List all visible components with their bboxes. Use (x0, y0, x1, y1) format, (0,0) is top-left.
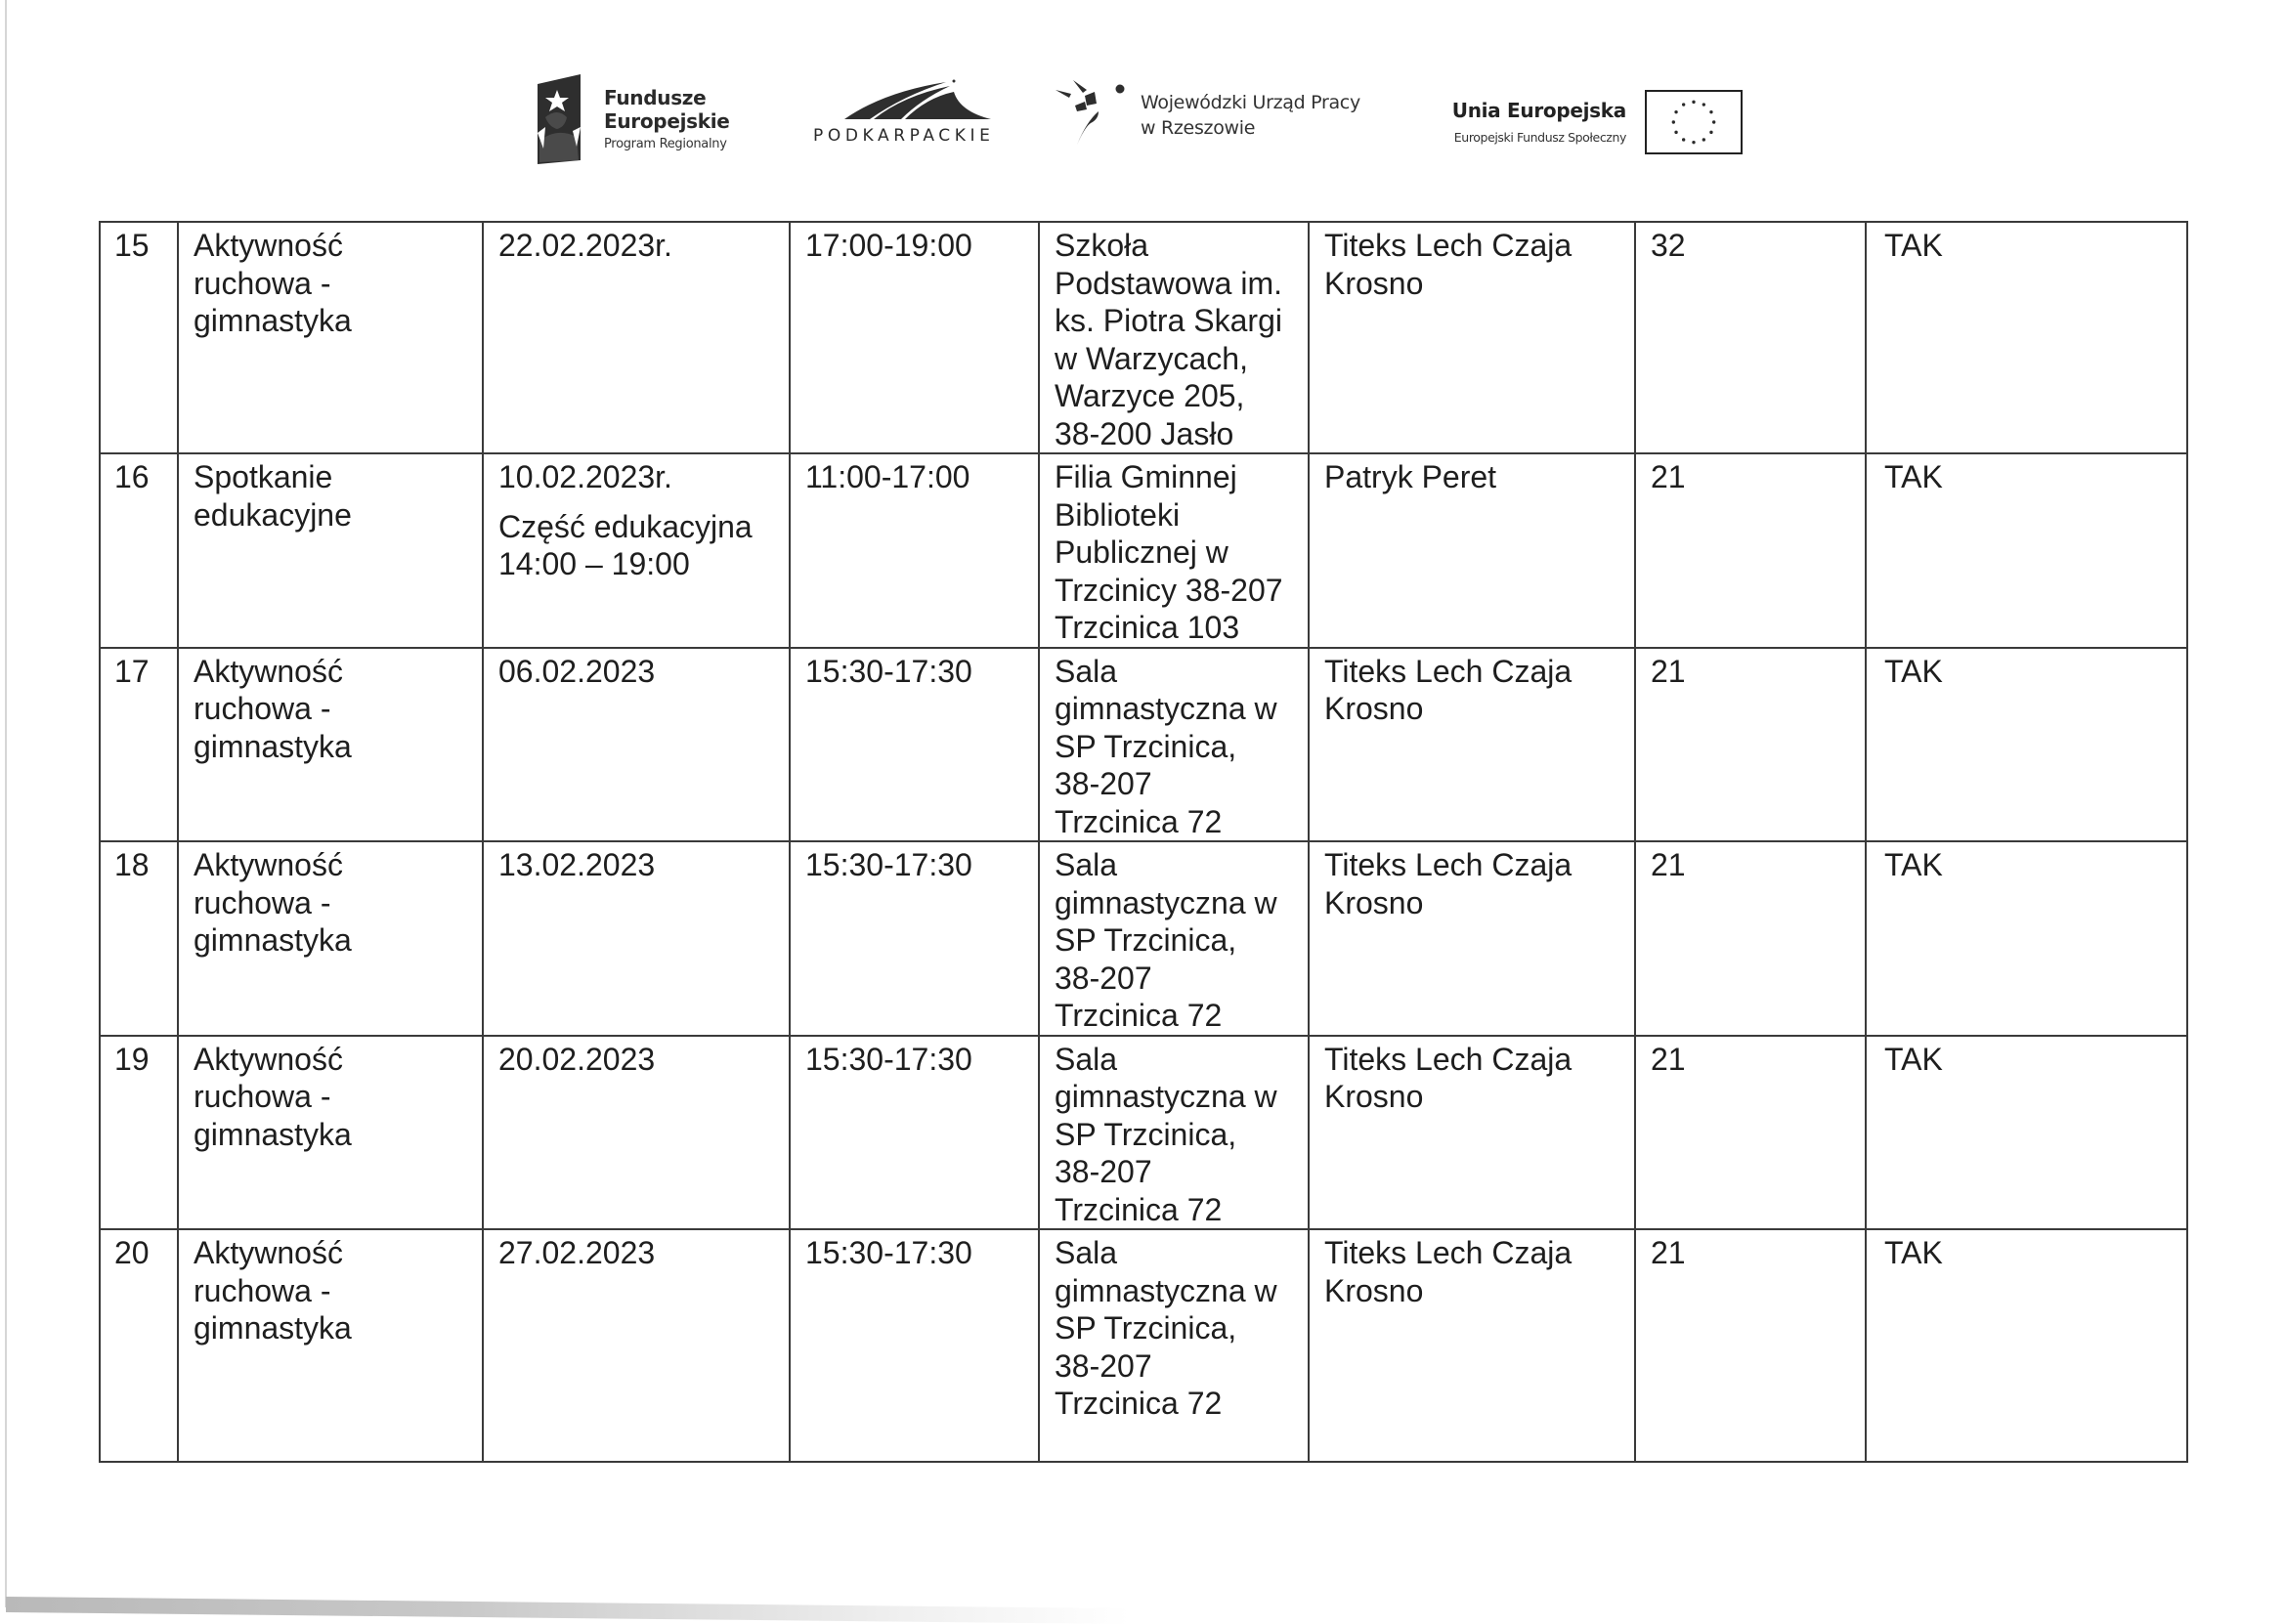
table-row (100, 841, 2187, 1036)
place-line: Szkoła (1055, 228, 1149, 263)
place-line: SP Trzcinica, (1055, 1310, 1237, 1346)
place-line: SP Trzcinica, (1055, 728, 1237, 764)
participants-cell (1635, 453, 1866, 648)
place-line: 38-207 (1055, 1154, 1152, 1189)
date-note-line: Część edukacyjna (498, 508, 753, 544)
place-line: Trzcinica 72 (1055, 1191, 1223, 1227)
fundusze-europejskie-logo (536, 72, 770, 165)
provider-line: Titeks Lech Czaja (1324, 847, 1573, 882)
row-number (100, 841, 178, 1036)
hours-cell (790, 648, 1039, 842)
place-line: Trzcinicy 38-207 (1055, 572, 1283, 608)
provider-line: Krosno (1324, 1272, 1424, 1308)
wup-logo-line1: Wojewódzki Urząd Pracy (1141, 92, 1360, 113)
place-line: gimnastyczna w (1055, 1272, 1277, 1308)
confirmed-text: TAK (1884, 653, 1943, 689)
date-note (498, 508, 783, 583)
activity-line: ruchowa - (194, 691, 331, 726)
hours-text: 15:30-17:30 (805, 847, 972, 882)
activity-line: gimnastyka (194, 1116, 352, 1152)
row-number-text: 20 (114, 1235, 150, 1270)
table-row (100, 222, 2187, 453)
eu-star-icon (1709, 110, 1712, 113)
row-number (100, 453, 178, 648)
confirmed-text: TAK (1884, 1041, 1943, 1077)
place-line: Warzyce 205, (1055, 378, 1245, 413)
participants-cell (1635, 841, 1866, 1036)
provider-line: Titeks Lech Czaja (1324, 1041, 1573, 1077)
hours-text: 15:30-17:30 (805, 653, 972, 689)
date-cell (483, 1036, 790, 1230)
activity-cell (178, 1229, 483, 1462)
eu-star-icon (1682, 103, 1685, 106)
hours-text: 17:00-19:00 (805, 228, 972, 263)
place-line: SP Trzcinica, (1055, 1116, 1237, 1152)
activity-cell (178, 222, 483, 453)
place-line: gimnastyczna w (1055, 1079, 1277, 1114)
row-number-text: 16 (114, 459, 150, 494)
place-cell (1039, 841, 1309, 1036)
wup-logo-line2: w Rzeszowie (1141, 117, 1256, 139)
activity-line: gimnastyka (194, 303, 352, 338)
scan-shadow (6, 1597, 1130, 1624)
activity-line: edukacyjne (194, 496, 352, 533)
confirmed-cell (1866, 841, 2187, 1036)
confirmed-cell (1866, 1036, 2187, 1230)
participants-cell (1635, 222, 1866, 453)
place-line: gimnastyczna w (1055, 884, 1277, 920)
hours-text: 15:30-17:30 (805, 1235, 972, 1270)
eu-star-icon (1702, 138, 1705, 141)
place-line: Trzcinica 103 (1055, 610, 1240, 645)
participants-cell (1635, 1036, 1866, 1230)
eu-star-icon (1712, 120, 1715, 123)
place-line: 38-200 Jasło (1055, 415, 1234, 451)
confirmed-cell (1866, 453, 2187, 648)
date-text: 20.02.2023 (498, 1041, 656, 1077)
activity-line: ruchowa - (194, 1272, 331, 1308)
participants-text: 21 (1651, 459, 1686, 494)
schedule-table (99, 221, 2188, 1463)
eu-star-icon (1674, 110, 1677, 113)
row-number (100, 648, 178, 842)
activity-cell (178, 1036, 483, 1230)
fundusze-logo-line2: Europejskie (604, 109, 730, 133)
eu-logo-subtitle: Europejski Fundusz Społeczny (1453, 130, 1626, 145)
date-cell (483, 841, 790, 1036)
podkarpackie-logo-text: PODKARPACKIE (813, 126, 995, 146)
date-text: 22.02.2023r. (498, 228, 672, 263)
hours-cell (790, 453, 1039, 648)
place-line: Podstawowa im. (1055, 265, 1282, 301)
eu-star-icon (1709, 131, 1712, 134)
provider-line: Titeks Lech Czaja (1324, 1235, 1573, 1270)
participants-cell (1635, 1229, 1866, 1462)
place-line: 38-207 (1055, 1347, 1152, 1384)
activity-line: gimnastyka (194, 1310, 352, 1346)
hours-cell (790, 1229, 1039, 1462)
hours-text: 11:00-17:00 (805, 459, 970, 494)
row-number (100, 1036, 178, 1230)
place-line: Filia Gminnej (1055, 459, 1237, 494)
provider-line: Krosno (1324, 265, 1424, 301)
place-line: Publicznej w (1055, 534, 1228, 570)
activity-line: ruchowa - (194, 265, 331, 301)
provider-line: Titeks Lech Czaja (1324, 228, 1573, 263)
unia-europejska-logo (1403, 88, 1755, 158)
place-line: Trzcinica 72 (1055, 1386, 1223, 1421)
date-cell (483, 1229, 790, 1462)
place-cell (1039, 453, 1309, 648)
fundusze-europejskie-icon (536, 72, 582, 164)
date-note-line: 14:00 – 19:00 (498, 546, 690, 581)
place-line: Sala (1055, 847, 1118, 882)
row-number-text: 15 (114, 228, 150, 263)
place-cell (1039, 1036, 1309, 1230)
activity-line: Aktywność (194, 228, 343, 263)
row-number-text: 19 (114, 1041, 150, 1077)
participants-cell (1635, 648, 1866, 842)
activity-line: gimnastyka (194, 728, 352, 764)
provider-cell (1309, 1036, 1635, 1230)
place-line: 38-207 (1055, 960, 1152, 996)
eu-star-icon (1674, 131, 1677, 134)
place-cell (1039, 1229, 1309, 1462)
activity-line: Aktywność (194, 1041, 343, 1077)
provider-line: Krosno (1324, 691, 1424, 726)
table-row (100, 648, 2187, 842)
eu-logo-title: Unia Europejska (1451, 99, 1626, 122)
place-line: w Warzycach, (1055, 340, 1248, 376)
place-cell (1039, 222, 1309, 453)
place-line: Sala (1055, 1235, 1118, 1270)
date-cell (483, 648, 790, 842)
date-text: 06.02.2023 (498, 653, 656, 689)
confirmed-text: TAK (1884, 228, 1943, 263)
provider-cell (1309, 222, 1635, 453)
confirmed-cell (1866, 222, 2187, 453)
activity-line: gimnastyka (194, 922, 352, 958)
participants-text: 21 (1651, 1235, 1686, 1270)
date-cell (483, 222, 790, 453)
hours-cell (790, 1036, 1039, 1230)
confirmed-cell (1866, 1229, 2187, 1462)
confirmed-text: TAK (1884, 459, 1943, 494)
row-number-text: 17 (114, 653, 150, 689)
hours-cell (790, 222, 1039, 453)
provider-cell (1309, 648, 1635, 842)
place-line: ks. Piotra Skargi (1055, 303, 1282, 338)
confirmed-text: TAK (1884, 1235, 1943, 1270)
fundusze-logo-line3: Program Regionalny (604, 137, 727, 151)
provider-line: Krosno (1324, 1079, 1424, 1114)
hours-cell (790, 841, 1039, 1036)
place-line: Trzcinica 72 (1055, 803, 1223, 839)
eu-flag-icon (1645, 90, 1743, 154)
place-line: Biblioteki (1055, 496, 1181, 533)
date-cell (483, 453, 790, 648)
table-row (100, 453, 2187, 648)
eu-star-icon (1672, 120, 1675, 123)
provider-line: Patryk Peret (1324, 459, 1497, 494)
activity-line: ruchowa - (194, 884, 331, 920)
activity-line: Aktywność (194, 847, 343, 882)
place-cell (1039, 648, 1309, 842)
place-line: Sala (1055, 653, 1118, 689)
activity-line: ruchowa - (194, 1079, 331, 1114)
hours-text: 15:30-17:30 (805, 1041, 972, 1077)
eu-star-icon (1692, 101, 1695, 104)
wup-figure-icon (1056, 78, 1128, 147)
activity-line: Aktywność (194, 1235, 343, 1270)
table-row (100, 1036, 2187, 1230)
activity-cell (178, 453, 483, 648)
podkarpackie-logo (809, 78, 1024, 147)
place-line: SP Trzcinica, (1055, 922, 1237, 958)
provider-line: Titeks Lech Czaja (1324, 653, 1573, 689)
participants-text: 32 (1651, 228, 1686, 263)
fundusze-logo-line1: Fundusze (604, 86, 707, 109)
place-line: Sala (1055, 1041, 1118, 1077)
scan-edge (5, 0, 7, 1607)
participants-text: 21 (1651, 1041, 1686, 1077)
eu-star-icon (1682, 138, 1685, 141)
eu-star-icon (1702, 103, 1705, 106)
row-number-text: 18 (114, 847, 150, 882)
date-text: 13.02.2023 (498, 847, 656, 882)
participants-text: 21 (1651, 653, 1686, 689)
participants-text: 21 (1651, 847, 1686, 882)
row-number (100, 222, 178, 453)
podkarpackie-mountain-icon (844, 78, 991, 121)
date-text: 10.02.2023r. (498, 459, 672, 494)
row-number (100, 1229, 178, 1462)
provider-cell (1309, 1229, 1635, 1462)
activity-line: Aktywność (194, 653, 343, 689)
activity-cell (178, 648, 483, 842)
confirmed-text: TAK (1884, 847, 1943, 882)
provider-cell (1309, 841, 1635, 1036)
provider-line: Krosno (1324, 884, 1424, 920)
wup-rzeszow-logo (1056, 78, 1388, 149)
place-line: Trzcinica 72 (1055, 998, 1223, 1033)
table-row (100, 1229, 2187, 1462)
confirmed-cell (1866, 648, 2187, 842)
provider-cell (1309, 453, 1635, 648)
place-line: gimnastyczna w (1055, 691, 1277, 726)
eu-star-icon (1692, 141, 1695, 144)
place-line: 38-207 (1055, 766, 1152, 801)
date-text: 27.02.2023 (498, 1235, 656, 1270)
activity-cell (178, 841, 483, 1036)
activity-line: Spotkanie (194, 459, 333, 494)
